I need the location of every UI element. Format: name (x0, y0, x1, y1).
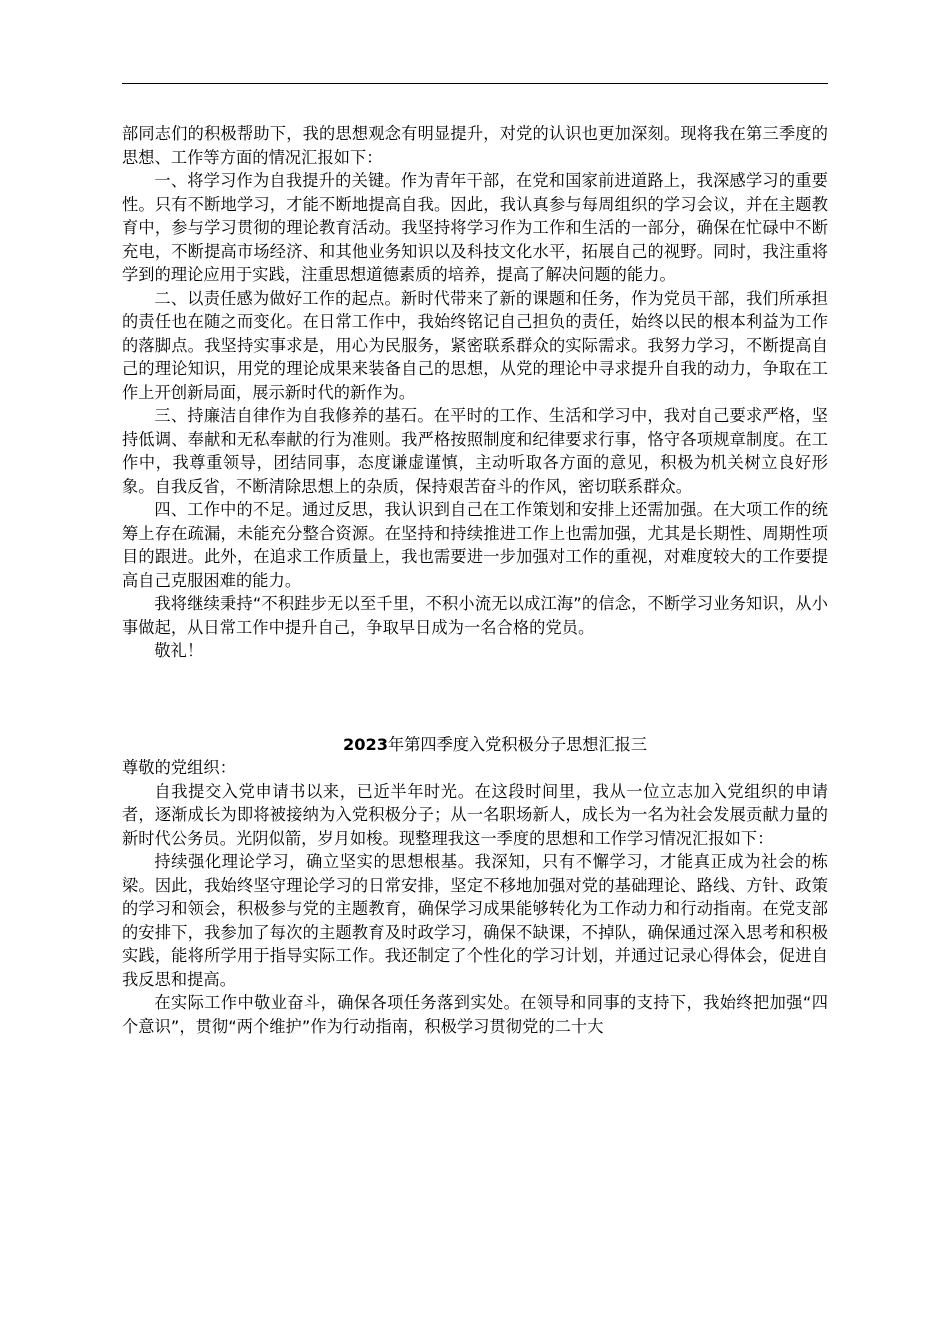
report-title-year: 2023 (342, 734, 389, 754)
document-body (122, 122, 828, 1038)
section-spacer (122, 663, 828, 733)
paragraph-point-three: 三、持廉洁自律作为自我修养的基石。在平时的工作、生活和学习中，我对自己要求严格，坚持低调、奉献和无私奉献的行为准则。我严格按照制度和纪律要求行事，恪守各项规章制度。在工作中，我尊重领导，团结同事，态度谦虚谨慎，主动听取各方面的意见，积极为机关树立良好形象。自我反省，不断清除思想上的杂质，保持艰苦奋斗的作风，密切联系群众。 (122, 406, 828, 496)
paragraph-salute: 敬礼！ (154, 641, 204, 660)
paragraph-intro: 自我提交入党申请书以来，已近半年时光。在这段时间里，我从一位立志加入党组织的申请者，逐渐成长为即将被接纳为入党积极分子；从一名职场新人，成长为一名为社会发展贡献力量的新时代公务员。光阴似箭，岁月如梭。现整理我这一季度的思想和工作学习情况汇报如下： (122, 781, 828, 848)
paragraph-point-four: 四、工作中的不足。通过反思，我认识到自己在工作策划和安排上还需加强。在大项工作的统筹上存在疏漏，未能充分整合资源。在坚持和持续推进工作上也需加强，尤其是长期性、周期性项目的跟进。此外，在追求工作质量上，我也需要进一步加强对工作的重视，对难度较大的工作要提高自己克服困难的能力。 (122, 500, 828, 590)
report-title-text: 年第四季度入党积极分子思想汇报三 (388, 734, 648, 754)
paragraph-closing: 我将继续秉持“不积跬步无以至千里，不积小流无以成江海”的信念，不断学习业务知识，从小事做起，从日常工作中提升自己，争取早日成为一名合格的党员。 (122, 594, 828, 637)
paragraph-continuation: 部同志们的积极帮助下，我的思想观念有明显提升，对党的认识也更加深刻。现将我在第三季度的思想、工作等方面的情况汇报如下： (122, 124, 828, 167)
salutation: 尊敬的党组织： (122, 758, 237, 777)
paragraph-work-dedication: 在实际工作中敬业奋斗，确保各项任务落到实处。在领导和同事的支持下，我始终把加强“四个意识”，贯彻“两个维护”作为行动指南，积极学习贯彻党的二十大 (122, 993, 828, 1036)
paragraph-point-two: 二、以责任感为做好工作的起点。新时代带来了新的课题和任务，作为党员干部，我们所承担的责任也在随之而变化。在日常工作中，我始终铭记自己担负的责任，始终以民的根本利益为工作的落脚点。我坚持实事求是，用心为民服务，紧密联系群众的实际需求。我努力学习，不断提高自己的理论知识，用党的理论成果来装备自己的思想，从党的理论中寻求提升自我的动力，争取在工作上开创新局面，展示新时代的新作为。 (122, 288, 828, 402)
header-rule (122, 83, 828, 84)
paragraph-point-one: 一、将学习作为自我提升的关键。作为青年干部，在党和国家前进道路上，我深感学习的重要性。只有不断地学习，才能不断地提高自我。因此，我认真参与每周组织的学习会议，并在主题教育中，参与学习贯彻的理论教育活动。我坚持将学习作为工作和生活的一部分，确保在忙碌中不断充电，不断提高市场经济、和其他业务知识以及科技文化水平，拓展自己的视野。同时，我注重将学到的理论应用于实践，注重思想道德素质的培养，提高了解决问题的能力。 (122, 171, 828, 284)
report-title (122, 733, 828, 757)
paragraph-theory-study: 持续强化理论学习，确立坚实的思想根基。我深知，只有不懈学习，才能真正成为社会的栋梁。因此，我始终坚守理论学习的日常安排，坚定不移地加强对党的基础理论、路线、方针、政策的学习和领会，积极参与党的主题教育，确保学习成果能够转化为工作动力和行动指南。在党支部的安排下，我参加了每次的主题教育及时政学习，确保不缺课，不掉队，确保通过深入思考和积极实践，能将所学用于指导实际工作。我还制定了个性化的学习计划，并通过记录心得体会，促进自我反思和提高。 (122, 852, 828, 989)
